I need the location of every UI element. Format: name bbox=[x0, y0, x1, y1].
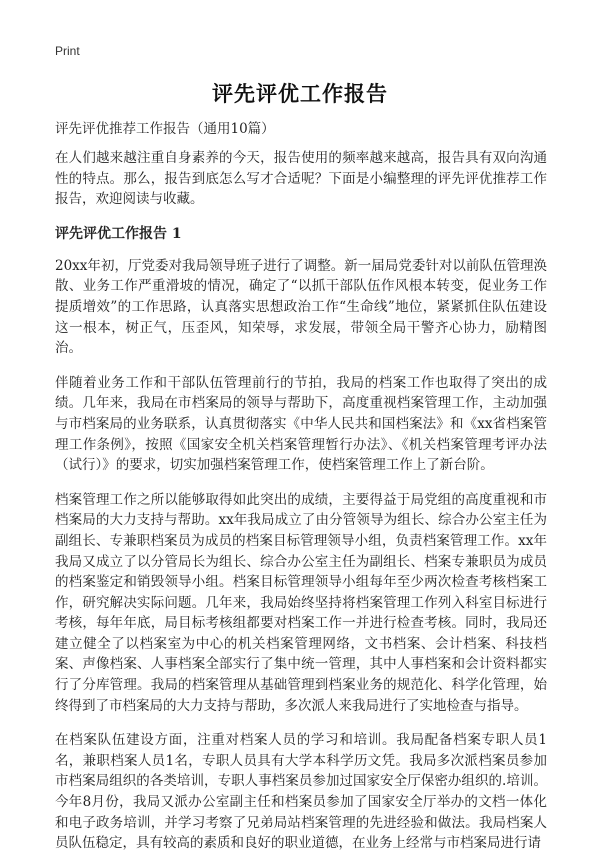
document-subtitle: 评先评优推荐工作报告（通用10篇） bbox=[55, 121, 275, 137]
page-title: 评先评优工作报告 bbox=[212, 81, 388, 106]
document-body bbox=[55, 118, 547, 868]
print-link[interactable]: Print bbox=[55, 44, 80, 58]
body-paragraph-3: 档案管理工作之所以能够取得如此突出的成绩，主要得益于局党组的高度重视和市档案局的大力支持与帮助。xx年我局成立了由分管领导为组长、综合办公室主任为副组长、专兼职档案员为成员的档案目标管理领导小组，负责档案管理工作。xx年我局又成立了以分管局长为组长、综合办公室主任为副组长、档案专兼职员为成员的档案鉴定和销毁领导小组。档案目标管理领导小组每年至少两次检查考核档案工作，研究解决实际问题。几年来，我局始终坚持将档案管理工作列入科室目标进行考核，每年年底，局目标考核组都要对档案工作一并进行检查考核。同时，我局还建立健全了以档案室为中心的机关档案管理网络，文书档案、会计档案、科技档案、声像档案、人事档案全部实行了集中统一管理，其中人事档案和会计资料都实行了分库管理。我局的档案管理从基础管理到档案业务的规范化、科学化管理，始终得到了市档案局的大力支持与帮助，多次派人来我局进行了实地检查与指导。 bbox=[55, 491, 547, 714]
body-paragraph-2: 伴随着业务工作和干部队伍管理前行的节拍，我局的档案工作也取得了突出的成绩。几年来，我局在市档案局的领导与帮助下，高度重视档案管理工作，主动加强与市档案局的业务联系，认真贯彻落实《中华人民共和国档案法》和《xx省档案管理工作条例》，按照《国家安全机关档案管理暂行办法》、《机关档案管理考评办法（试行）》的要求，切实加强档案管理工作，使档案管理工作上了新台阶。 bbox=[55, 374, 547, 474]
body-paragraph-1: 20xx年初，厅党委对我局领导班子进行了调整。新一届局党委针对以前队伍管理涣散、业务工作严重滑坡的情况，确定了“以抓干部队伍作风根本转变，促业务工作提质增效”的工作思路，认真落实思想政治工作“生命线”地位，紧紧抓住队伍建设这一根本，树正气，压歪风，知荣辱，求发展，带领全局干警齐心协力，励精图治。 bbox=[55, 257, 547, 357]
body-paragraph-4: 在档案队伍建设方面，注重对档案人员的学习和培训。我局配备档案专职人员1名，兼职档案人员1名，专职人员具有大学本科学历文凭。我局多次派档案员参加市档案局组织的各类培训，专职人事档案员参加过国家安全厅保密办组织的.培训。今年8月份，我局又派办公室副主任和档案员参加了国家安全厅举办的文档一体化和电子政务培训，并学习考察了兄弟局站档案管理的先进经验和做法。我局档案人员队伍稳定，具有较高的素质和良好的职业道德，在业务上经常与市档案局进行请 bbox=[55, 732, 547, 852]
intro-paragraph: 在人们越来越注重自身素养的今天，报告使用的频率越来越高，报告具有双向沟通性的特点。那么，报告到底怎么写才合适呢？下面是小编整理的评先评优推荐工作报告，欢迎阅读与收藏。 bbox=[55, 150, 547, 208]
section-heading: 评先评优工作报告 1 bbox=[55, 225, 182, 242]
